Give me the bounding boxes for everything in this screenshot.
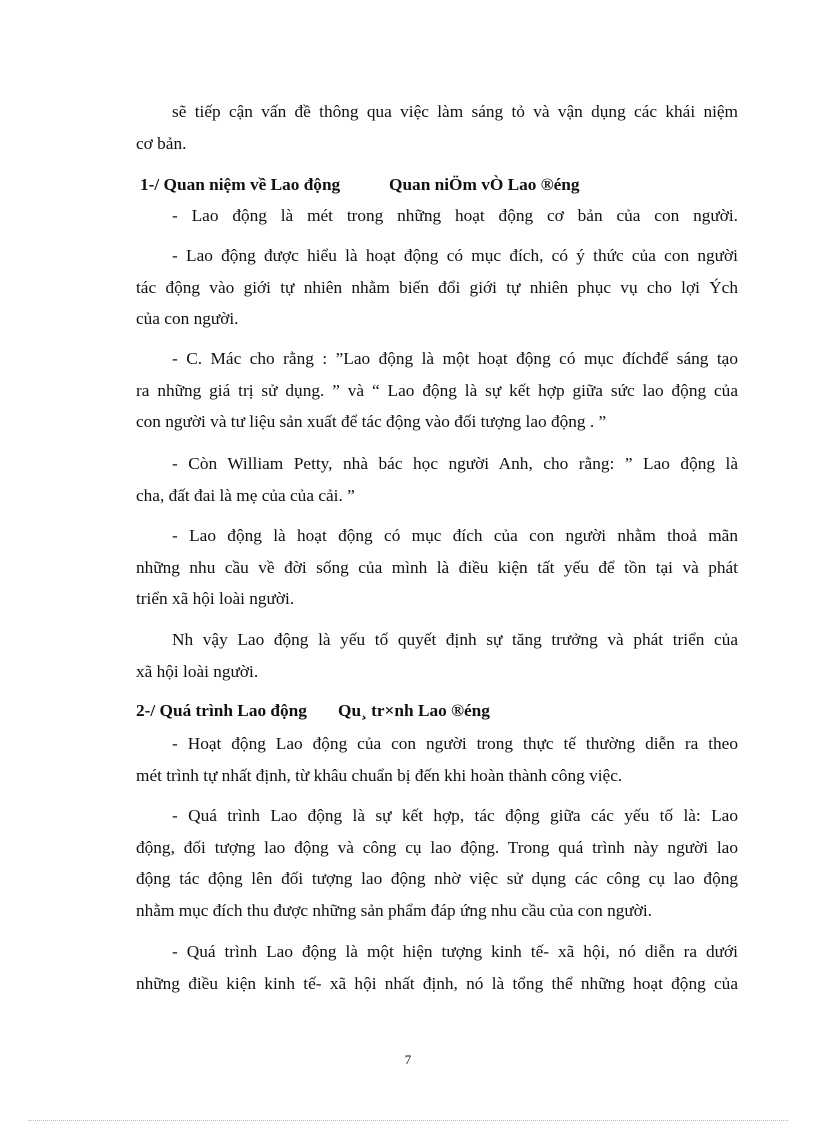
text-line: nhằm mục đích thu được những sản phẩm đáp ứng nhu cầu của con người.	[136, 900, 652, 920]
heading-label: 2-/ Quá trình Lao động	[136, 701, 307, 720]
text-line: - Còn William Petty, nhà bác học người Anh, cho rằng: ” Lao động là	[172, 454, 738, 473]
text-line: những nhu cầu về đời sống của mình là điều kiện tất yếu để tồn tại và phát	[136, 557, 738, 577]
text-line: - C. Mác cho rằng : ”Lao động là một hoạt động có mục đíchđể sáng tạo	[172, 349, 738, 368]
heading-garbled-label: Qu¸ tr×nh Lao ®éng	[338, 701, 490, 720]
page-number: 7	[404, 1052, 412, 1067]
text-line: con người và tư liệu sản xuất để tác động vào đối tượng lao động . ”	[136, 412, 607, 431]
section-heading-1-duplicate	[389, 175, 580, 195]
text-line: của con người.	[136, 309, 239, 328]
text-line: động tác động lên đối tượng lao động nhờ việc sử dụng các công cụ lao động	[136, 869, 738, 888]
text-line: - Lao động là mét trong những hoạt động cơ bản của con người.	[172, 206, 738, 225]
text-line: ra những giá trị sử dụng. ” và “ Lao động là sự kết hợp giữa sức lao động của	[136, 380, 738, 400]
text-line: xã hội loài người.	[136, 661, 259, 681]
text-line: - Lao động là hoạt động có mục đích của con người nhằm thoả mãn	[172, 526, 738, 545]
paragraph-intro	[136, 96, 738, 159]
section-heading-2-duplicate	[338, 701, 490, 721]
text-line: cơ bản.	[136, 133, 187, 153]
heading-label: 1-/ Quan niệm về Lao động	[140, 175, 341, 194]
paragraph	[136, 343, 738, 438]
text-line: sẽ tiếp cận vấn đề thông qua việc làm sáng tỏ và vận dụng các khái niệm	[172, 102, 738, 121]
paragraph	[136, 448, 738, 511]
paragraph	[136, 936, 738, 999]
text-line: những điều kiện kinh tế- xã hội nhất định, nó là tổng thể những hoạt động của	[136, 973, 738, 993]
text-line: - Quá trình Lao động là một hiện tượng kinh tế- xã hội, nó diễn ra dưới	[172, 942, 738, 961]
text-line: - Lao động được hiểu là hoạt động có mục đích, có ý thức của con người	[172, 246, 738, 265]
text-line: động, đối tượng lao động và công cụ lao động. Trong quá trình này người lao	[136, 837, 738, 857]
text-line: Nh vậy Lao động là yếu tố quyết định sự tăng trưởng và phát triển của	[172, 630, 738, 649]
paragraph-conclusion	[136, 624, 738, 687]
text-line: cha, đất đai là mẹ của của cải. ”	[136, 485, 355, 505]
paragraph	[136, 728, 738, 791]
text-line: - Hoạt động Lao động của con người trong thực tế thường diễn ra theo	[172, 734, 738, 753]
heading-garbled-label: Quan niÖm vÒ Lao ®éng	[389, 175, 580, 194]
text-line: tác động vào giới tự nhiên nhằm biến đổi giới tự nhiên phục vụ cho lợi Ých	[136, 277, 738, 297]
text-line: mét trình tự nhất định, từ khâu chuẩn bị đến khi hoàn thành công việc.	[136, 765, 623, 785]
text-line: - Quá trình Lao động là sự kết hợp, tác động giữa các yếu tố là: Lao	[172, 806, 738, 825]
paragraph	[136, 520, 738, 615]
section-heading-1	[140, 175, 340, 195]
paragraph	[136, 800, 738, 926]
section-heading-2	[136, 701, 307, 721]
paragraph	[136, 240, 738, 335]
page-bottom-rule	[28, 1120, 788, 1121]
text-line: triển xã hội loài người.	[136, 589, 295, 608]
paragraph	[136, 200, 738, 232]
